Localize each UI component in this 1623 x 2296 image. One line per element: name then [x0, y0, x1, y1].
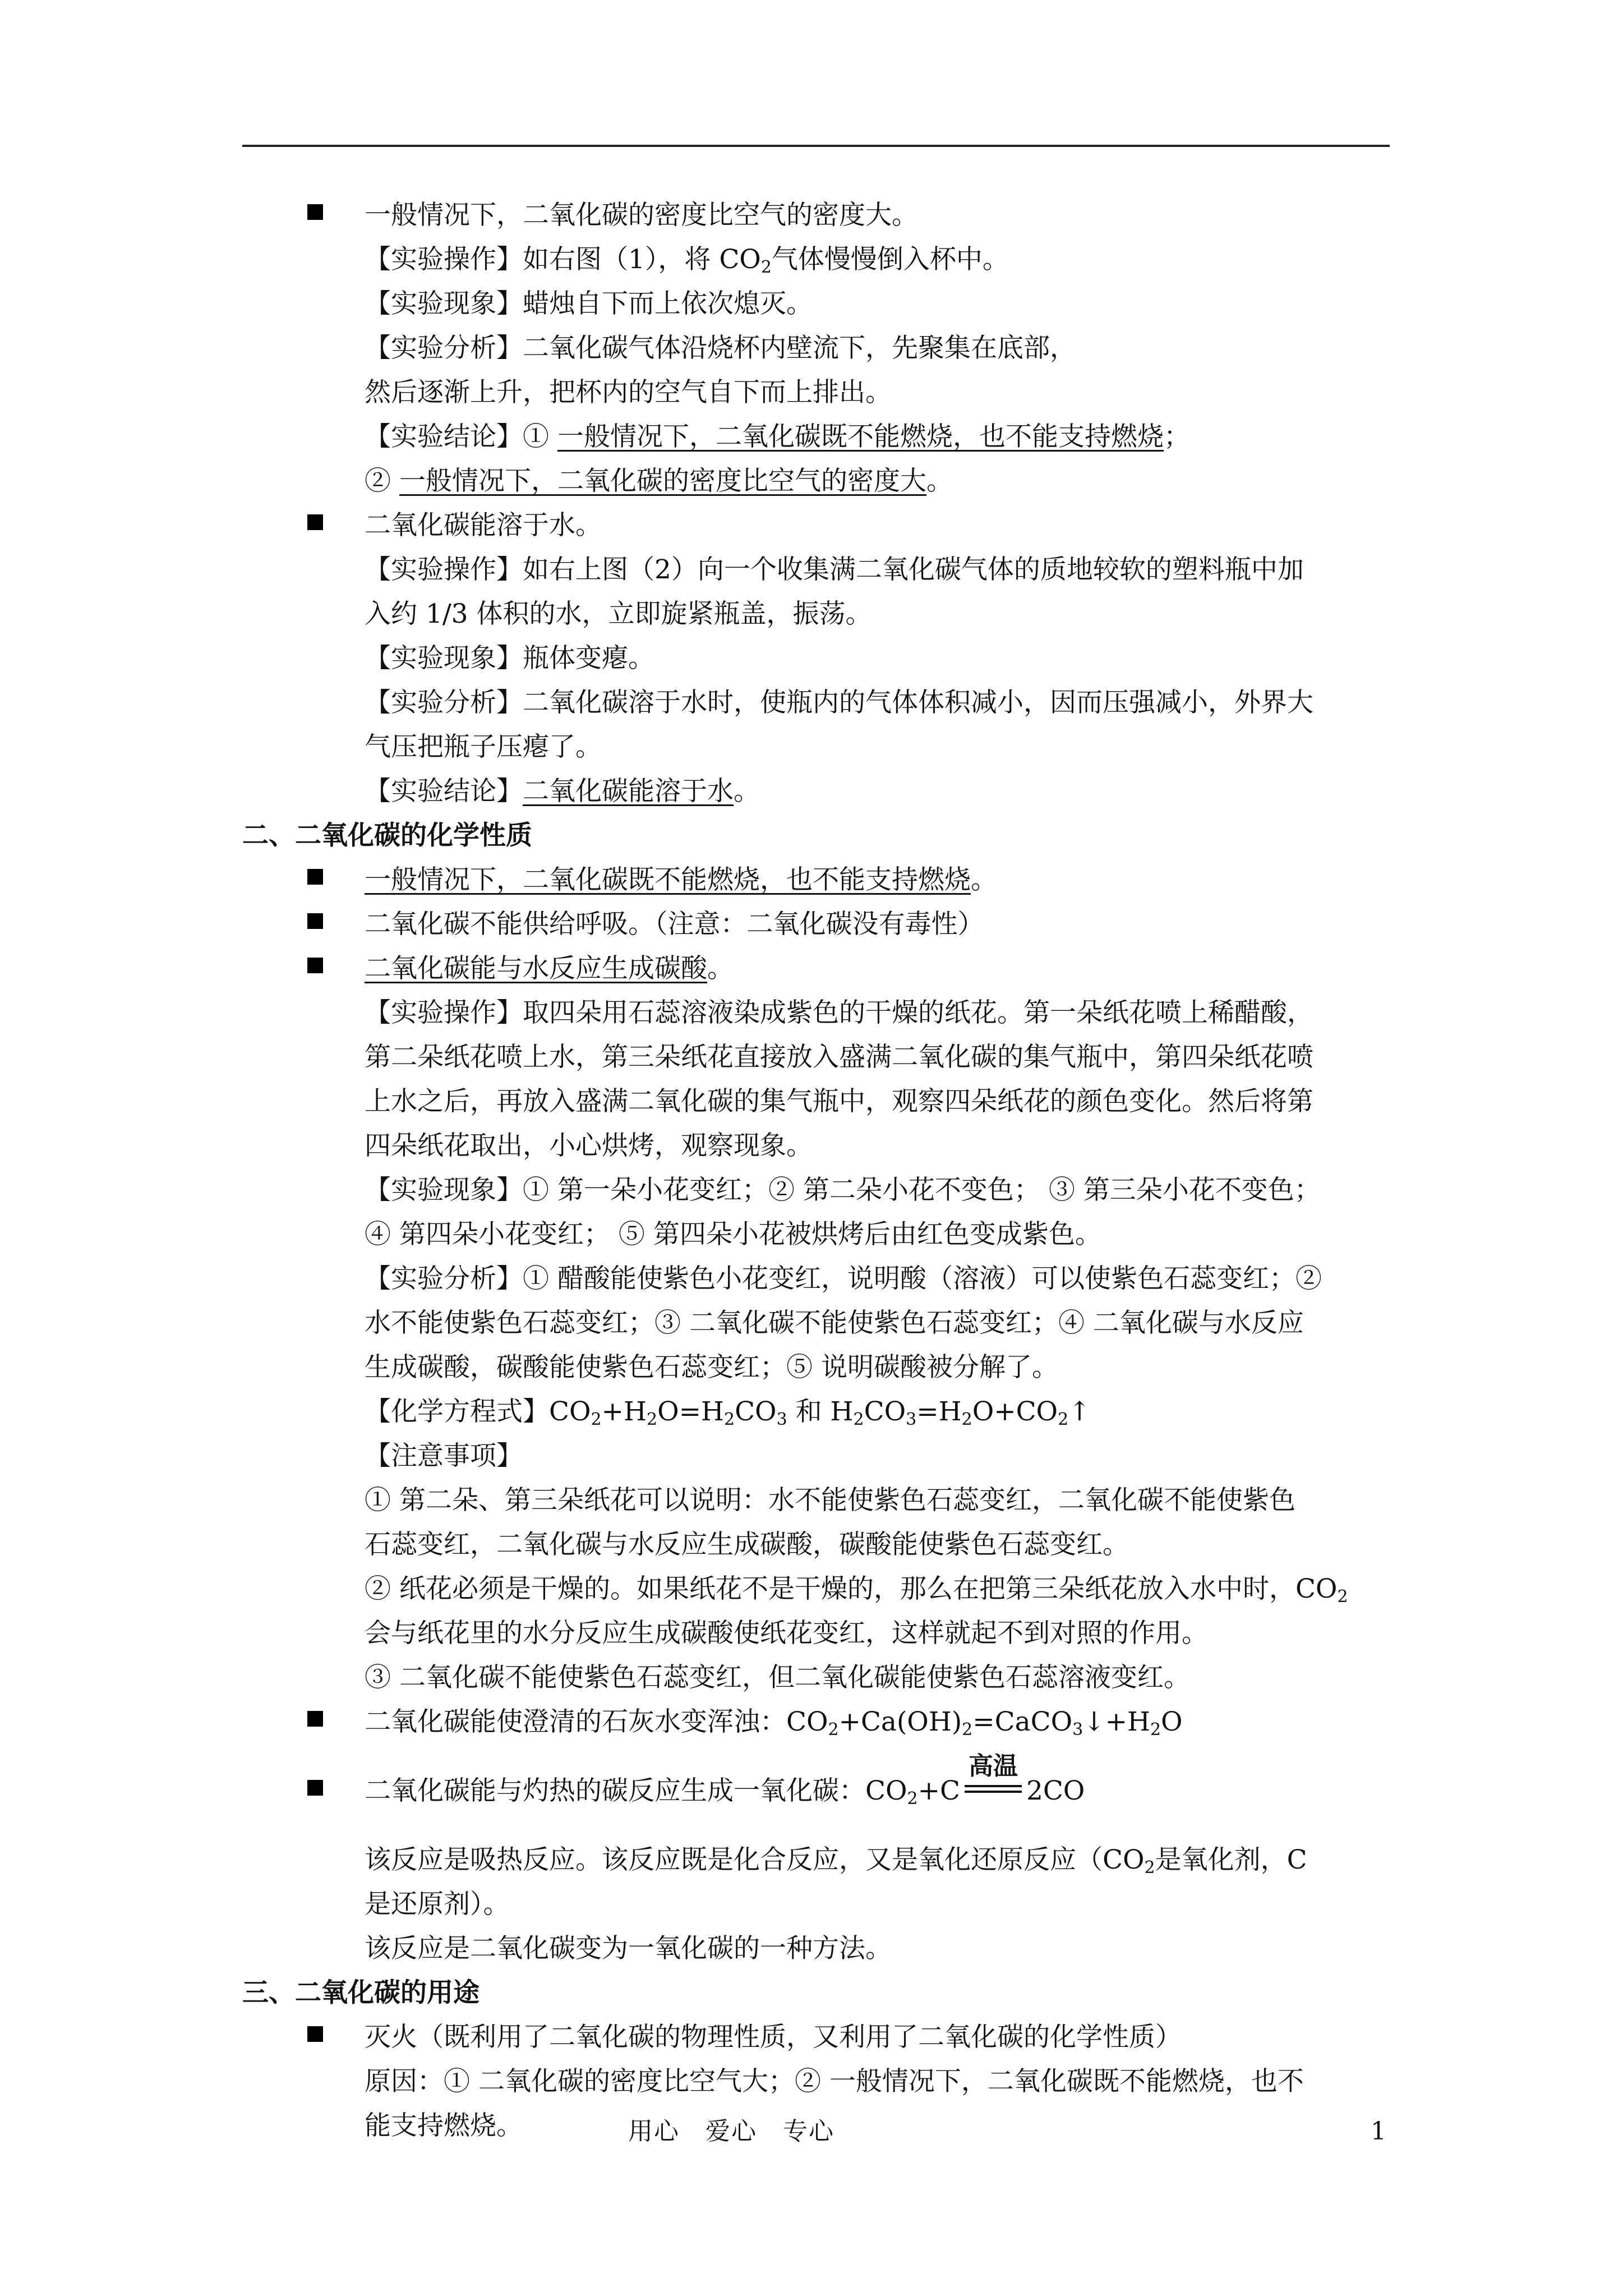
square-bullet-icon: [307, 913, 323, 929]
header-rule: [242, 145, 1390, 147]
text-line: 会与纸花里的水分反应生成碳酸使纸花变红，这样就起不到对照的作用。: [365, 1618, 1208, 1649]
chemical-equation: 【化学方程式】$CO_2+H_2O=H_2CO_3$ 和 $H_2CO_3=H_2O+CO_2↑$: [365, 1396, 1091, 1429]
bullet-text: 二氧化碳能溶于水。: [365, 510, 602, 541]
reaction-condition: 高温: [962, 1769, 1024, 1803]
text-line: 是还原剂）。: [365, 1889, 510, 1920]
text-line: 水不能使紫色石蕊变红；③ 二氧化碳不能使紫色石蕊变红；④ 二氧化碳与水反应: [365, 1308, 1304, 1338]
text-line: ① 第二朵、第三朵纸花可以说明：水不能使紫色石蕊变红，二氧化碳不能使紫色: [365, 1485, 1295, 1516]
text-line: 【实验分析】二氧化碳溶于水时，使瓶内的气体体积减小，因而压强减小，外界大: [365, 687, 1313, 718]
text-line: 【注意事项】: [365, 1441, 523, 1471]
text-line: 【实验分析】二氧化碳气体沿烧杯内壁流下，先聚集在底部，: [365, 333, 1076, 364]
text-line: 【实验现象】瓶体变瘪。: [365, 643, 654, 674]
square-bullet-icon: [307, 958, 323, 973]
text-line: 【实验结论】① 一般情况下，二氧化碳既不能燃烧，也不能支持燃烧；: [365, 421, 1190, 452]
text-line: 第二朵纸花喷上水，第三朵纸花直接放入盛满二氧化碳的集气瓶中，第四朵纸花喷: [365, 1042, 1313, 1073]
text-line: 【实验现象】蜡烛自下而上依次熄灭。: [365, 288, 813, 319]
text-line: 【实验操作】如右图（1），将 $CO_2$气体慢慢倒入杯中。: [365, 244, 1009, 277]
section-heading: 二、二氧化碳的化学性质: [242, 820, 532, 851]
text-line: 【实验结论】二氧化碳能溶于水。: [365, 776, 760, 807]
bullet-item: [242, 503, 1407, 547]
bullet-text: 二氧化碳能使澄清的石灰水变浑浊：$CO_2+Ca(OH)_2=CaCO_3↓+H_2O$: [365, 1706, 1183, 1740]
bullet-item: [242, 193, 1407, 237]
bullet-item: [242, 2015, 1407, 2059]
text-line: 入约 1/3 体积的水，立即旋紧瓶盖，振荡。: [365, 599, 872, 629]
text-line: 气压把瓶子压瘪了。: [365, 731, 602, 762]
text-line: 该反应是二氧化碳变为一氧化碳的一种方法。: [365, 1933, 892, 1964]
document-body: [242, 193, 1407, 2148]
bullet-text: 二氧化碳能与水反应生成碳酸。: [365, 953, 734, 984]
text-line: 该反应是吸热反应。该反应既是化合反应，又是氧化还原反应（$CO_2$是氧化剂，C: [365, 1844, 1307, 1878]
text-line: 能支持燃烧。: [365, 2110, 523, 2141]
text-line: 石蕊变红，二氧化碳与水反应生成碳酸，碳酸能使紫色石蕊变红。: [365, 1529, 1129, 1560]
page-number: 1: [1371, 2117, 1386, 2146]
bullet-text: 灭火（既利用了二氧化碳的物理性质，又利用了二氧化碳的化学性质）: [365, 2022, 1182, 2053]
bullet-text: 二氧化碳不能供给呼吸。（注意：二氧化碳没有毒性）: [365, 909, 984, 940]
bullet-item: [242, 946, 1407, 991]
square-bullet-icon: [307, 2026, 323, 2042]
text-line: 【实验操作】取四朵用石蕊溶液染成紫色的干燥的纸花。第一朵纸花喷上稀醋酸，: [365, 997, 1313, 1028]
text-line: 生成碳酸，碳酸能使紫色石蕊变红；⑤ 说明碳酸被分解了。: [365, 1352, 1058, 1383]
page-footer: [0, 2109, 1623, 2146]
text-line: ④ 第四朵小花变红； ⑤ 第四朵小花被烘烤后由红色变成紫色。: [365, 1219, 1101, 1250]
text-line: ② 纸花必须是干燥的。如果纸花不是干燥的，那么在把第三朵纸花放入水中时，$CO_2$: [365, 1573, 1348, 1607]
text-line: 【实验操作】如右上图（2）向一个收集满二氧化碳气体的质地较软的塑料瓶中加: [365, 554, 1304, 585]
text-line: 【实验分析】① 醋酸能使紫色小花变红，说明酸（溶液）可以使紫色石蕊变红；②: [365, 1263, 1322, 1294]
text-line: 【实验现象】① 第一朵小花变红；② 第二朵小花不变色； ③ 第三朵小花不变色；: [365, 1175, 1321, 1205]
bullet-item: [242, 1752, 1407, 1813]
bullet-text: 一般情况下，二氧化碳的密度比空气的密度大。: [365, 200, 918, 231]
section-heading: 三、二氧化碳的用途: [242, 1977, 479, 2008]
text-line: 原因：① 二氧化碳的密度比空气大；② 一般情况下，二氧化碳既不能燃烧，也不: [365, 2066, 1304, 2097]
square-bullet-icon: [307, 1780, 323, 1796]
footer-motto: 用心 爱心 专心: [628, 2117, 834, 2146]
bullet-item: [242, 902, 1407, 946]
square-bullet-icon: [307, 514, 323, 530]
text-line: ③ 二氧化碳不能使紫色石蕊变红，但二氧化碳能使紫色石蕊溶液变红。: [365, 1662, 1190, 1693]
bullet-text: 一般情况下，二氧化碳既不能燃烧，也不能支持燃烧。: [365, 864, 997, 895]
text-line: 上水之后，再放入盛满二氧化碳的集气瓶中，观察四朵纸花的颜色变化。然后将第: [365, 1086, 1313, 1117]
square-bullet-icon: [307, 1711, 323, 1727]
text-line: 四朵纸花取出，小心烘烤，观察现象。: [365, 1130, 813, 1161]
text-line: 然后逐渐上升，把杯内的空气自下而上排出。: [365, 377, 892, 408]
text-line: ② 一般情况下，二氧化碳的密度比空气的密度大。: [365, 466, 953, 496]
bullet-item: [242, 1700, 1407, 1744]
square-bullet-icon: [307, 869, 323, 885]
square-bullet-icon: [307, 204, 323, 220]
bullet-item: [242, 858, 1407, 902]
bullet-text: 二氧化碳能与灼热的碳反应生成一氧化碳：$CO_2+C$ 高温 2CO: [365, 1752, 1085, 1809]
